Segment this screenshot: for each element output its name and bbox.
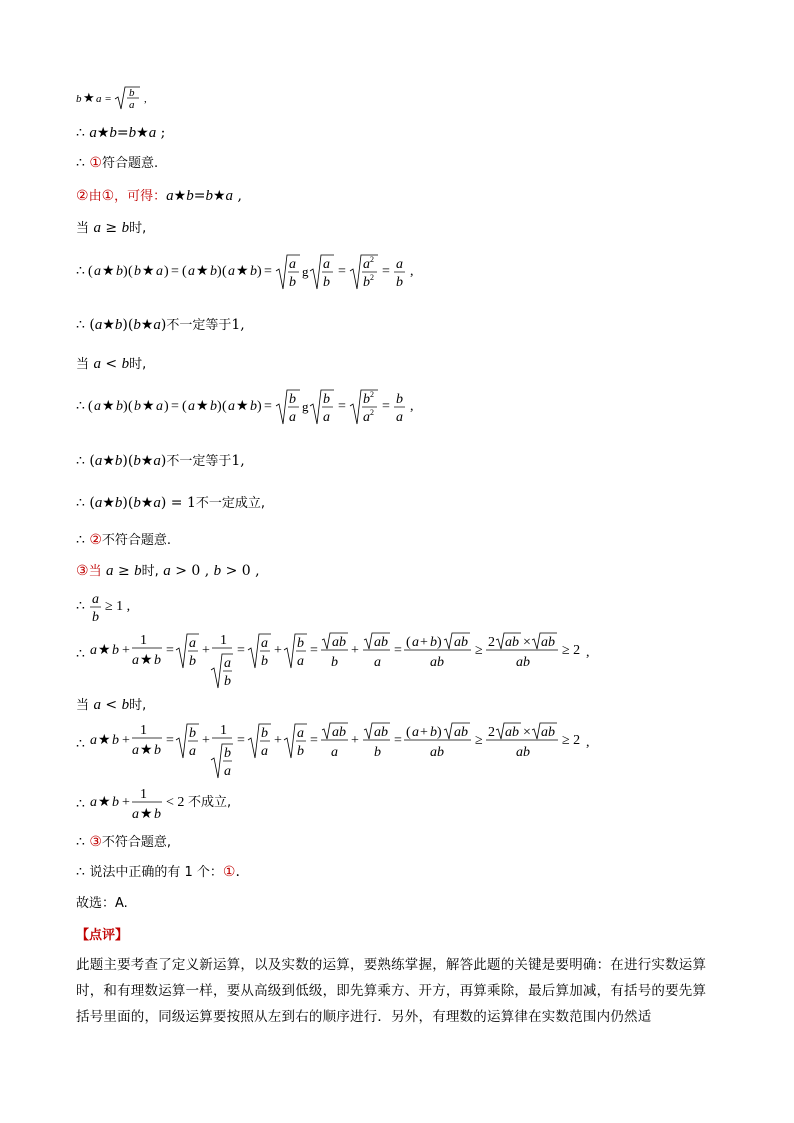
svg-text:b: b xyxy=(261,726,268,741)
svg-text:a: a xyxy=(129,99,135,111)
svg-text:(: ( xyxy=(88,399,93,414)
svg-text:★: ★ xyxy=(98,795,111,810)
svg-text:=: = xyxy=(394,733,402,748)
svg-text:a: a xyxy=(412,635,419,650)
svg-text:ab: ab xyxy=(516,745,530,760)
svg-text:=: = xyxy=(171,264,179,279)
line-13 xyxy=(74,590,194,626)
svg-text:b: b xyxy=(76,93,82,105)
svg-text:): ) xyxy=(437,635,442,650)
svg-text:★: ★ xyxy=(196,264,209,279)
svg-text:b: b xyxy=(154,807,161,822)
comment-paragraph: 此题主要考查了定义新运算，以及实数的运算，要熟练掌握，解答此题的关键是要明确：在进行实数运算时，和有理数运算一样，要从高级到低级，即先算乘方、开方，再算乘除，最后算加减，有括号的要先算括号里面的，同级运算要按照从左到右的顺序进行．另外，有理数的运算律在实数范围内仍然适 xyxy=(76,957,707,1025)
svg-text:): ) xyxy=(123,264,128,279)
svg-text:ab: ab xyxy=(332,635,346,650)
line-20: 故选：A. xyxy=(76,896,128,911)
svg-text:∴: ∴ xyxy=(76,399,85,414)
svg-text:g: g xyxy=(302,264,309,279)
svg-text:(: ( xyxy=(88,264,93,279)
svg-text:b: b xyxy=(116,399,123,414)
svg-text:a: a xyxy=(363,410,370,425)
svg-text:a: a xyxy=(90,795,97,810)
svg-text:a: a xyxy=(224,764,231,779)
svg-text:(: ( xyxy=(406,635,411,650)
svg-text:a: a xyxy=(156,399,163,414)
svg-text:★: ★ xyxy=(83,90,95,105)
svg-text:b: b xyxy=(134,264,141,279)
svg-text:b: b xyxy=(261,654,268,669)
svg-text:ab: ab xyxy=(374,635,388,650)
svg-text:ab: ab xyxy=(374,725,388,740)
svg-text:(: ( xyxy=(406,725,411,740)
svg-text:b: b xyxy=(112,795,119,810)
svg-text:×: × xyxy=(523,635,531,650)
svg-text:,: , xyxy=(144,93,147,105)
line-6: ∴ (a★b)(b★a)不一定等于1, xyxy=(76,317,245,333)
svg-text:a: a xyxy=(132,653,139,668)
svg-text:∴: ∴ xyxy=(76,599,85,614)
svg-text:2: 2 xyxy=(370,255,374,264)
svg-text:b: b xyxy=(323,392,330,407)
svg-text:b: b xyxy=(331,655,338,670)
line-17 xyxy=(74,786,294,826)
svg-text:b: b xyxy=(363,275,370,290)
svg-text:b: b xyxy=(250,399,257,414)
svg-text:b: b xyxy=(112,733,119,748)
svg-text:2: 2 xyxy=(370,273,374,282)
line-1: ∴ a★b=b★a ; xyxy=(76,125,166,141)
svg-text:,: , xyxy=(586,735,590,750)
svg-text:a: a xyxy=(189,744,196,759)
svg-text:b: b xyxy=(129,87,135,99)
svg-text:): ) xyxy=(257,399,262,414)
svg-text:a: a xyxy=(224,656,231,671)
svg-text:): ) xyxy=(217,399,222,414)
line-19: ∴ 说法中正确的有 1 个：①. xyxy=(76,864,240,880)
svg-text:∴: ∴ xyxy=(76,797,85,812)
svg-text:+: + xyxy=(274,643,282,658)
svg-text:ab: ab xyxy=(430,655,444,670)
svg-text:a: a xyxy=(94,399,101,414)
svg-text:+: + xyxy=(122,643,130,658)
svg-text:b: b xyxy=(116,264,123,279)
svg-text:×: × xyxy=(523,725,531,740)
svg-text:(: ( xyxy=(222,264,227,279)
svg-text:a: a xyxy=(94,264,101,279)
svg-text:b: b xyxy=(323,275,330,290)
svg-text:b: b xyxy=(154,653,161,668)
svg-text:ab: ab xyxy=(332,725,346,740)
svg-text:+: + xyxy=(122,733,130,748)
svg-text:< 2: < 2 xyxy=(166,795,185,810)
svg-text:a: a xyxy=(396,257,403,272)
svg-text:a: a xyxy=(289,257,296,272)
svg-text:★: ★ xyxy=(102,399,115,414)
svg-text:∴: ∴ xyxy=(76,647,85,662)
svg-text:ab: ab xyxy=(541,635,555,650)
svg-text:b: b xyxy=(297,744,304,759)
svg-text:∴: ∴ xyxy=(76,737,85,752)
svg-text:★: ★ xyxy=(98,643,111,658)
svg-text:b: b xyxy=(210,264,217,279)
svg-text:): ) xyxy=(123,399,128,414)
svg-text:a: a xyxy=(261,744,268,759)
svg-text:(: ( xyxy=(222,399,227,414)
svg-text:a: a xyxy=(90,733,97,748)
svg-text:a: a xyxy=(323,410,330,425)
svg-text:a: a xyxy=(228,264,235,279)
line-5 xyxy=(74,251,494,295)
line-15: 当 a < b时, xyxy=(76,697,147,713)
svg-text:★: ★ xyxy=(98,733,111,748)
svg-text:=: = xyxy=(310,733,318,748)
svg-text:a: a xyxy=(188,399,195,414)
svg-text:a: a xyxy=(412,725,419,740)
svg-text:a: a xyxy=(92,592,99,607)
svg-text:b: b xyxy=(289,392,296,407)
svg-text:=: = xyxy=(237,643,245,658)
comment-heading: 【点评】 xyxy=(76,928,129,943)
svg-text:ab: ab xyxy=(454,725,468,740)
svg-text:b: b xyxy=(224,746,231,761)
svg-text:=: = xyxy=(171,399,179,414)
line-7: 当 a < b时, xyxy=(76,356,147,372)
line-16 xyxy=(74,718,594,780)
svg-text:2: 2 xyxy=(370,390,374,399)
svg-text:a: a xyxy=(96,93,102,105)
svg-text:): ) xyxy=(437,725,442,740)
line-10: ∴ (a★b)(b★a) = 1不一定成立, xyxy=(76,495,266,511)
svg-text:=: = xyxy=(264,399,272,414)
svg-text:=: = xyxy=(166,733,174,748)
svg-text:≥: ≥ xyxy=(475,733,483,748)
svg-text:b: b xyxy=(297,636,304,651)
line-11: ∴ ②不符合题意. xyxy=(76,532,172,548)
svg-text:b: b xyxy=(224,674,231,689)
svg-text:ab: ab xyxy=(505,725,519,740)
svg-text:★: ★ xyxy=(196,399,209,414)
svg-text:a: a xyxy=(396,410,403,425)
svg-text:a: a xyxy=(156,264,163,279)
svg-text:★: ★ xyxy=(140,653,153,668)
svg-text:b: b xyxy=(430,725,437,740)
svg-text:+: + xyxy=(202,733,210,748)
svg-text:★: ★ xyxy=(142,399,155,414)
svg-text:+: + xyxy=(420,725,428,740)
svg-text:): ) xyxy=(217,264,222,279)
svg-text:不成立,: 不成立, xyxy=(188,795,232,810)
svg-text:=: = xyxy=(382,399,390,414)
line-2: ∴ ①符合题意. xyxy=(76,155,159,171)
svg-text:=: = xyxy=(237,733,245,748)
line-4: 当 a ≥ b时, xyxy=(76,220,147,236)
svg-text:b: b xyxy=(189,654,196,669)
svg-text:ab: ab xyxy=(430,745,444,760)
svg-text:+: + xyxy=(122,795,130,810)
line-9: ∴ (a★b)(b★a)不一定等于1, xyxy=(76,453,245,469)
svg-text:b: b xyxy=(92,610,99,625)
svg-text:≥ 1 ,: ≥ 1 , xyxy=(105,599,131,614)
svg-text:a: a xyxy=(132,807,139,822)
svg-text:≥: ≥ xyxy=(475,643,483,658)
svg-text:b: b xyxy=(189,726,196,741)
svg-text:(: ( xyxy=(128,264,133,279)
svg-text:1: 1 xyxy=(220,723,227,738)
line-12: ③当 a ≥ b时, a > 0 , b > 0 , xyxy=(76,563,260,579)
line-0 xyxy=(74,83,214,117)
svg-text:★: ★ xyxy=(142,264,155,279)
svg-text:1: 1 xyxy=(220,633,227,648)
svg-text:b: b xyxy=(250,264,257,279)
svg-text:,: , xyxy=(410,399,414,414)
line-3: ②由①，可得：a★b=b★a , xyxy=(76,188,242,204)
svg-text:=: = xyxy=(166,643,174,658)
svg-text:★: ★ xyxy=(140,807,153,822)
svg-text:≥ 2: ≥ 2 xyxy=(562,733,581,748)
svg-text:a: a xyxy=(363,257,370,272)
svg-text:ab: ab xyxy=(541,725,555,740)
svg-text:+: + xyxy=(420,635,428,650)
svg-text:=: = xyxy=(382,264,390,279)
svg-text:∴: ∴ xyxy=(76,264,85,279)
svg-text:b: b xyxy=(396,275,403,290)
svg-text:=: = xyxy=(310,643,318,658)
svg-text:a: a xyxy=(289,410,296,425)
svg-text:(: ( xyxy=(182,399,187,414)
svg-text:g: g xyxy=(302,399,309,414)
svg-text:2: 2 xyxy=(488,725,495,740)
svg-text:1: 1 xyxy=(140,787,147,802)
svg-text:+: + xyxy=(274,733,282,748)
svg-text:a: a xyxy=(228,399,235,414)
svg-text:★: ★ xyxy=(140,743,153,758)
svg-text:1: 1 xyxy=(140,723,147,738)
svg-text:ab: ab xyxy=(454,635,468,650)
svg-text:=: = xyxy=(264,264,272,279)
svg-text:b: b xyxy=(396,392,403,407)
svg-text:=: = xyxy=(338,399,346,414)
svg-text:b: b xyxy=(112,643,119,658)
svg-text:1: 1 xyxy=(140,633,147,648)
svg-text:,: , xyxy=(410,264,414,279)
svg-text:a: a xyxy=(261,636,268,651)
svg-text:(: ( xyxy=(128,399,133,414)
svg-text:=: = xyxy=(105,93,112,105)
svg-text:a: a xyxy=(90,643,97,658)
svg-text:a: a xyxy=(188,264,195,279)
svg-text:): ) xyxy=(257,264,262,279)
svg-text:b: b xyxy=(134,399,141,414)
svg-text:a: a xyxy=(297,726,304,741)
svg-text:b: b xyxy=(154,743,161,758)
svg-text:+: + xyxy=(351,643,359,658)
svg-text:b: b xyxy=(289,275,296,290)
svg-text:a: a xyxy=(331,745,338,760)
svg-text:(: ( xyxy=(182,264,187,279)
svg-text:+: + xyxy=(202,643,210,658)
svg-text:): ) xyxy=(164,264,169,279)
svg-text:=: = xyxy=(338,264,346,279)
svg-text:): ) xyxy=(164,399,169,414)
svg-text:a: a xyxy=(297,654,304,669)
svg-text:2: 2 xyxy=(370,408,374,417)
svg-text:b: b xyxy=(430,635,437,650)
svg-text:b: b xyxy=(363,392,370,407)
svg-text:≥ 2: ≥ 2 xyxy=(562,643,581,658)
svg-text:2: 2 xyxy=(488,635,495,650)
svg-text:+: + xyxy=(351,733,359,748)
svg-text:a: a xyxy=(132,743,139,758)
svg-text:★: ★ xyxy=(236,264,249,279)
svg-text:ab: ab xyxy=(505,635,519,650)
svg-text:b: b xyxy=(374,745,381,760)
line-18: ∴ ③不符合题意, xyxy=(76,834,172,850)
svg-text:a: a xyxy=(189,636,196,651)
svg-text:b: b xyxy=(210,399,217,414)
svg-text:★: ★ xyxy=(102,264,115,279)
svg-text:,: , xyxy=(586,645,590,660)
line-8 xyxy=(74,386,494,430)
line-14 xyxy=(74,628,594,690)
svg-text:ab: ab xyxy=(516,655,530,670)
svg-text:a: a xyxy=(323,257,330,272)
svg-text:a: a xyxy=(374,655,381,670)
svg-text:★: ★ xyxy=(236,399,249,414)
svg-text:=: = xyxy=(394,643,402,658)
